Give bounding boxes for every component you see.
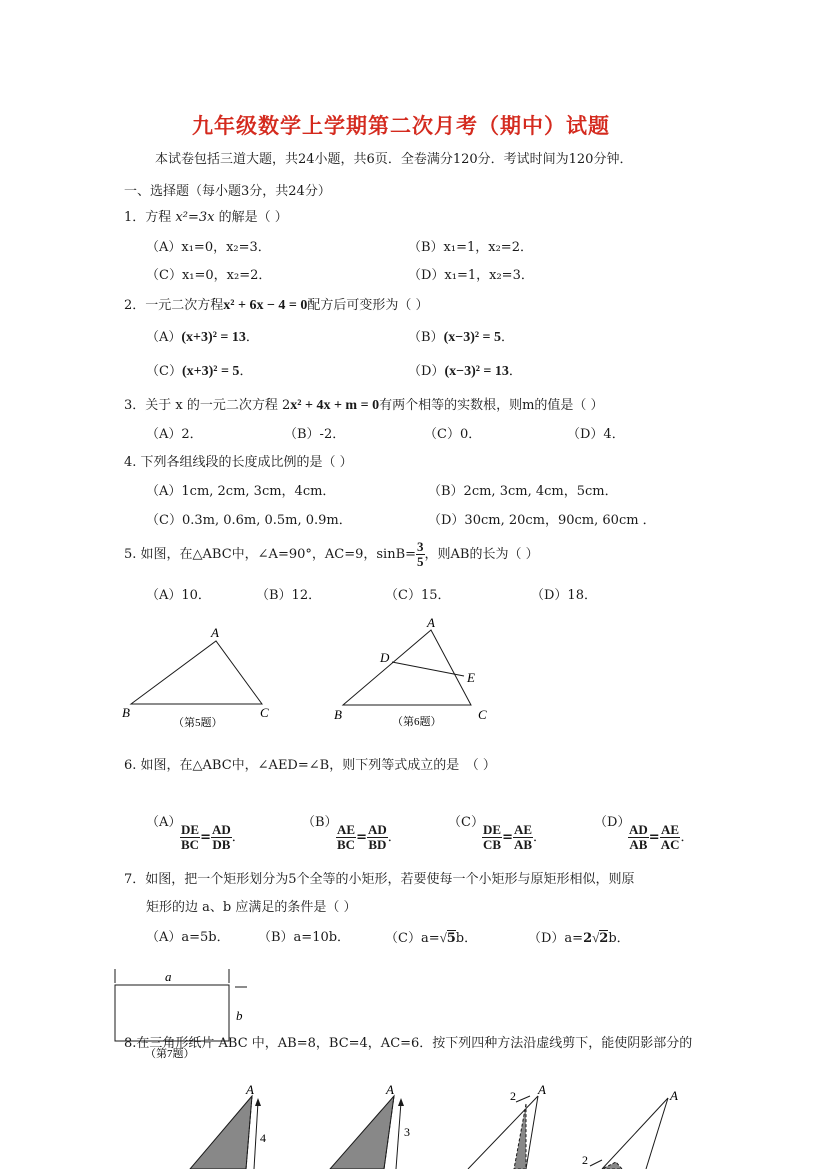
q3-option-c[interactable]: （C）0． bbox=[424, 427, 482, 442]
q2-option-a[interactable]: （A）(x+3)² = 13． bbox=[146, 330, 259, 345]
q3-option-b[interactable]: （B）-2． bbox=[284, 427, 346, 442]
q4-option-b[interactable]: （B）2cm, 3cm, 4cm，5cm． bbox=[428, 484, 618, 499]
triangle-abc-6 bbox=[343, 630, 471, 705]
fig8-panel-2 bbox=[330, 1082, 410, 1169]
q6-option-d-formula: $\frac{AD}{AB}$ = $\frac{AE}{AC}$ ． bbox=[629, 822, 694, 852]
question-3-stem: 3．关于 x 的一元二次方程 2x² + 4x + m = 0有两个相等的实数根，则m的值是（ ） bbox=[124, 398, 604, 413]
fig5-label-b: B bbox=[122, 705, 130, 720]
q5-option-c[interactable]: （C）15． bbox=[385, 588, 451, 603]
fig6-caption: （第6题） bbox=[392, 716, 442, 728]
q6-option-a[interactable]: （A） bbox=[146, 815, 182, 830]
q6-option-c-formula: $\frac{DE}{CB}$ = $\frac{AE}{AB}$ ． bbox=[483, 822, 547, 852]
fig8-p2-length: 3 bbox=[404, 1125, 410, 1139]
question-7-stem-line1: 7．如图，把一个矩形划分为5个全等的小矩形，若要使每一个小矩形与原矩形相似，则原 bbox=[124, 872, 635, 887]
q2-option-b[interactable]: （B）(x−3)² = 5． bbox=[408, 330, 515, 345]
intro-text: 本试卷包括三道大题，共24小题，共6页．全卷满分120分．考试时间为120分钟． bbox=[155, 152, 633, 167]
q6-option-b[interactable]: （B） bbox=[302, 815, 338, 830]
section-heading: 一、选择题（每小题3分，共24分） bbox=[124, 184, 331, 199]
fig8-panel-3 bbox=[468, 1082, 546, 1169]
question-7-stem-line2: 矩形的边 a、b 应满足的条件是（ ） bbox=[146, 900, 357, 915]
figure-8 bbox=[170, 1080, 730, 1169]
triangle-abc bbox=[131, 641, 262, 704]
q6-option-a-formula: $\frac{DE}{BC}$ = $\frac{AD}{DB}$ ． bbox=[181, 822, 245, 852]
fig7-label-a: a bbox=[165, 969, 172, 984]
q5-option-a[interactable]: （A）10． bbox=[146, 588, 211, 603]
q3-option-d[interactable]: （D）4． bbox=[567, 427, 625, 442]
q2-option-d[interactable]: （D）(x−3)² = 13． bbox=[408, 364, 522, 379]
sinB-fraction: $\frac{3}{5}$ bbox=[417, 539, 424, 569]
q3-option-a[interactable]: （A）2． bbox=[146, 427, 203, 442]
fig8-panel-1 bbox=[190, 1082, 266, 1169]
q5-option-d[interactable]: （D）18． bbox=[531, 588, 597, 603]
q4-option-d[interactable]: （D）30cm, 20cm，90cm, 60cm ． bbox=[428, 513, 656, 528]
q1-option-c[interactable]: （C）x₁=0，x₂=2． bbox=[146, 268, 272, 283]
figure-5 bbox=[115, 620, 285, 735]
q6-option-b-formula: $\frac{AE}{BC}$ = $\frac{AD}{BD}$ ． bbox=[337, 822, 401, 852]
fig8-p4-label-a: A bbox=[670, 1088, 678, 1103]
q2-option-c[interactable]: （C）(x+3)² = 5． bbox=[146, 364, 253, 379]
q4-option-c[interactable]: （C）0.3m, 0.6m, 0.5m, 0.9m． bbox=[146, 513, 352, 528]
fig6-label-c: C bbox=[478, 707, 487, 722]
figure-6 bbox=[330, 612, 500, 732]
fig8-p3-label-a: A bbox=[538, 1082, 546, 1097]
q7-option-b[interactable]: （B）a=10b． bbox=[258, 930, 351, 945]
rectangle bbox=[115, 985, 229, 1041]
question-2-stem: 2．一元二次方程x² + 6x − 4 = 0配方后可变形为（ ） bbox=[124, 298, 429, 313]
fig8-panel-4 bbox=[582, 1088, 678, 1169]
question-5-stem: 5. 如图，在△ABC中，∠A=90°，AC=9，sinB= $\frac{3}{5}$ ，则AB的长为（ ） bbox=[124, 539, 539, 569]
page-title: 九年级数学上学期第二次月考（期中）试题 bbox=[192, 113, 610, 138]
q1-option-d[interactable]: （D）x₁=1，x₂=3． bbox=[408, 268, 534, 283]
fig8-p4-length: 2 bbox=[582, 1153, 588, 1167]
fig6-label-e: E bbox=[467, 670, 475, 685]
fig6-label-b: B bbox=[334, 707, 342, 722]
q7-option-a[interactable]: （A）a=5b． bbox=[146, 930, 230, 945]
q7-option-d[interactable]: （D）a=2√2b． bbox=[528, 930, 630, 946]
q7-option-c[interactable]: （C）a=√5b． bbox=[385, 930, 478, 946]
q4-option-a[interactable]: （A）1cm, 2cm, 3cm，4cm． bbox=[146, 484, 336, 499]
fig5-label-c: C bbox=[260, 705, 269, 720]
fig7-label-b: b bbox=[236, 1008, 243, 1023]
question-4-stem: 4. 下列各组线段的长度成比例的是（ ） bbox=[124, 455, 353, 470]
q1-option-a[interactable]: （A）x₁=0，x₂=3． bbox=[146, 240, 271, 255]
fig7-caption: （第7题） bbox=[145, 1048, 195, 1060]
fig8-p3-length: 2 bbox=[510, 1089, 516, 1103]
fig6-label-d: D bbox=[380, 650, 390, 665]
fig8-p1-label-a: A bbox=[246, 1082, 254, 1097]
question-1-stem: 1．方程 x²=3x 的解是（ ） bbox=[124, 210, 288, 225]
q6-option-d[interactable]: （D） bbox=[594, 815, 631, 830]
question-8-stem: 8.在三角形纸片 ABC 中，AB=8，BC=4，AC=6．按下列四种方法沿虚线剪下，能使阴影部分的 bbox=[124, 1036, 693, 1051]
segment-de bbox=[392, 662, 464, 676]
fig8-p2-label-a: A bbox=[386, 1082, 394, 1097]
q1-option-b[interactable]: （B）x₁=1，x₂=2． bbox=[408, 240, 533, 255]
fig8-p1-length: 4 bbox=[260, 1131, 266, 1145]
question-6-stem: 6. 如图，在△ABC中，∠AED=∠B，则下列等式成立的是 （ ） bbox=[124, 758, 496, 773]
fig6-label-a: A bbox=[427, 615, 435, 630]
q6-option-c[interactable]: （C） bbox=[448, 815, 484, 830]
fig5-label-a: A bbox=[211, 625, 219, 640]
fig5-caption: （第5题） bbox=[173, 717, 223, 729]
q5-option-b[interactable]: （B）12． bbox=[256, 588, 322, 603]
